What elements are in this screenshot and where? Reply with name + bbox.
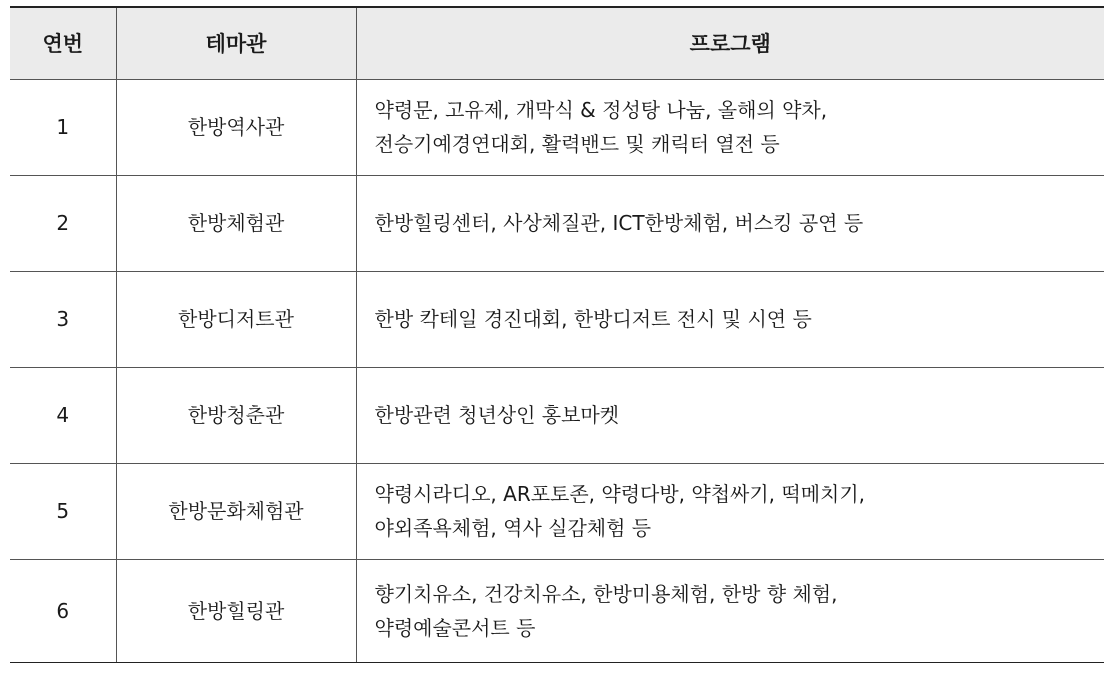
header-row (10, 7, 1104, 79)
header-theme-hall: 테마관 (116, 7, 356, 79)
row-theme-hall: 한방청춘관 (116, 367, 356, 463)
table-header (10, 7, 1104, 79)
table-row (10, 79, 1104, 175)
program-line: 전승기예경연대회, 활력밴드 및 캐릭터 열전 등 (374, 132, 780, 156)
program-line: 한방 칵테일 경진대회, 한방디저트 전시 및 시연 등 (374, 307, 812, 331)
program-table-container (10, 6, 1104, 663)
program-line: 약령예술콘서트 등 (374, 615, 536, 640)
row-program (356, 175, 1104, 271)
row-number: 5 (10, 463, 116, 559)
row-number: 2 (10, 175, 116, 271)
table-row (10, 559, 1104, 662)
table-row (10, 175, 1104, 271)
row-theme-hall: 한방힐링관 (116, 559, 356, 662)
program-line: 한방힐링센터, 사상체질관, ICT한방체험, 버스킹 공연 등 (374, 211, 864, 235)
row-number: 4 (10, 367, 116, 463)
row-program (356, 559, 1104, 662)
row-number: 6 (10, 559, 116, 662)
table-row (10, 271, 1104, 367)
table-row (10, 463, 1104, 559)
row-program (356, 79, 1104, 175)
program-line: 한방관련 청년상인 홍보마켓 (374, 403, 620, 427)
row-theme-hall: 한방디저트관 (116, 271, 356, 367)
program-line: 약령문, 고유제, 개막식 & 정성탕 나눔, 올해의 약차, (374, 98, 828, 122)
program-line: 향기치유소, 건강치유소, 한방미용체험, 한방 향 체험, (374, 581, 838, 606)
header-number: 연번 (10, 7, 116, 79)
row-number: 1 (10, 79, 116, 175)
table-row (10, 367, 1104, 463)
program-line: 야외족욕체험, 역사 실감체험 등 (374, 516, 652, 540)
row-program (356, 271, 1104, 367)
row-theme-hall: 한방문화체험관 (116, 463, 356, 559)
row-program (356, 367, 1104, 463)
program-line: 약령시라디오, AR포토존, 약령다방, 약첩싸기, 떡메치기, (374, 482, 866, 506)
theme-hall-program-table (10, 6, 1104, 663)
row-program (356, 463, 1104, 559)
header-program: 프로그램 (356, 7, 1104, 79)
table-body (10, 79, 1104, 662)
row-number: 3 (10, 271, 116, 367)
row-theme-hall: 한방역사관 (116, 79, 356, 175)
row-theme-hall: 한방체험관 (116, 175, 356, 271)
